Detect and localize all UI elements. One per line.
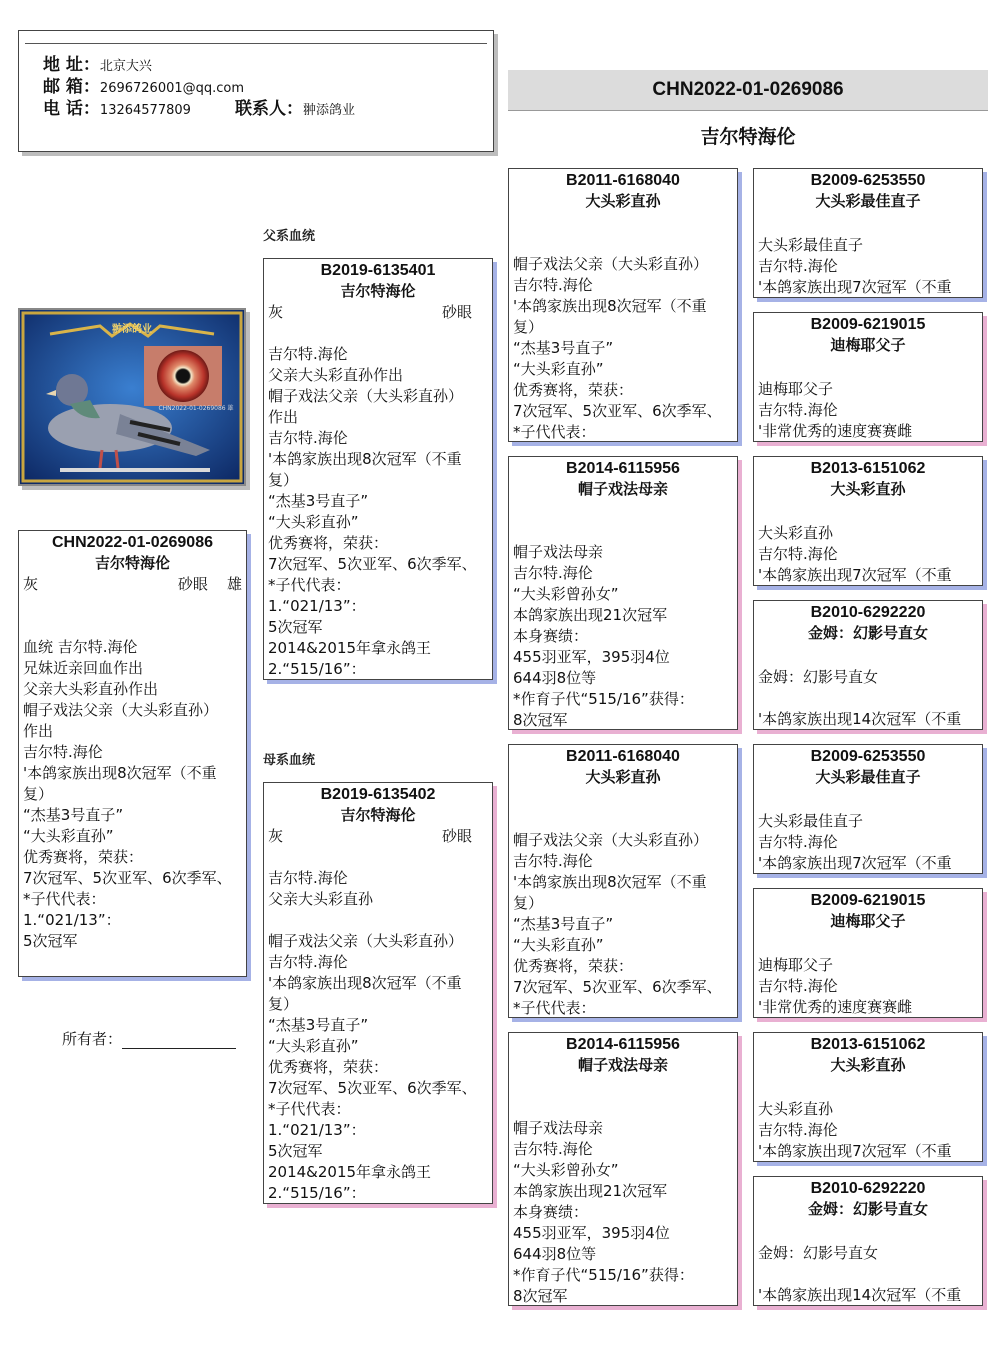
note-line: 帽子戏法母亲: [513, 543, 604, 561]
subject-eye: 砂眼: [177, 575, 208, 593]
note-line: '本鸽家族出现7次冠军（不重: [758, 278, 952, 296]
note-line: 大头彩直孙: [758, 524, 834, 542]
note-line: 吉尔特.海伦: [758, 977, 838, 995]
note-line: “大头彩直孙”: [513, 360, 604, 378]
note-line: 父亲大头彩直孙: [268, 890, 374, 908]
great-grandparent-ring: B2009-6219015: [810, 316, 926, 333]
note-line: 本身赛绩：: [513, 1203, 589, 1221]
note-line: 1.“021/13”：: [23, 911, 121, 929]
note-line: 金姆：幻影号直女: [758, 1244, 879, 1262]
note-line: 优秀赛将，荣获：: [268, 1058, 389, 1076]
sire-name: 吉尔特海伦: [340, 282, 416, 300]
contact-box: [18, 30, 494, 152]
note-line: *子代代表：: [513, 999, 596, 1017]
great-grandparent-card[interactable]: [753, 744, 983, 874]
note-line: 2.“515/16”：: [268, 1184, 366, 1202]
grandparent-name: 大头彩直孙: [585, 192, 661, 210]
dam-card[interactable]: [263, 782, 493, 1204]
note-line: 大头彩最佳直子: [758, 236, 864, 254]
note-line: “大头彩曾孙女”: [513, 585, 619, 603]
grandparent-notes: [509, 1118, 737, 1306]
great-grandparent-ring: B2013-6151062: [810, 460, 926, 477]
grandparent-card[interactable]: [508, 744, 738, 1018]
note-line: “杰基3号直子”: [513, 339, 614, 357]
dam-name: 吉尔特海伦: [340, 806, 416, 824]
note-line: [268, 910, 488, 931]
grandparent-card[interactable]: [508, 168, 738, 442]
grandparent-ring: B2014-6115956: [566, 1036, 680, 1053]
note-line: 复）: [268, 995, 299, 1013]
address-label: 地 址：: [43, 55, 100, 75]
note-line: 644羽8位等: [513, 669, 597, 687]
great-grandparent-name: 金姆：幻影号直女: [807, 624, 928, 642]
grandparent-ring: B2011-6168040: [566, 172, 680, 189]
note-line: 父亲大头彩直孙作出: [23, 680, 159, 698]
pigeon-photo-image: [20, 310, 244, 484]
grandparent-name: 大头彩直孙: [585, 768, 661, 786]
photo-banner: 翀添鸽业: [112, 324, 152, 335]
note-line: 帽子戏法父亲（大头彩直孙）: [513, 831, 709, 849]
contact-value: 翀添鸽业: [303, 103, 356, 118]
subject-color: 灰: [23, 575, 39, 593]
note-line: 帽子戏法父亲（大头彩直孙）: [268, 932, 464, 950]
note-line: *作育子代“515/16”获得：: [513, 690, 694, 708]
pigeon-photo: [18, 308, 246, 486]
subject-notes: [19, 637, 246, 952]
note-line: '本鸽家族出现8次冠军（不重: [513, 297, 707, 315]
dam-traits: [264, 826, 492, 847]
note-line: 优秀赛将，荣获：: [23, 848, 144, 866]
note-line: 优秀赛将，荣获：: [513, 381, 634, 399]
note-line: “大头彩直孙”: [268, 513, 359, 531]
grandparent-name: 帽子戏法母亲: [577, 480, 668, 498]
note-line: 2.“515/16”：: [268, 660, 366, 678]
great-grandparent-name: 金姆：幻影号直女: [807, 1200, 928, 1218]
note-line: “杰基3号直子”: [23, 806, 124, 824]
note-line: “大头彩直孙”: [23, 827, 114, 845]
grandparent-ring: B2011-6168040: [566, 748, 680, 765]
note-line: 7次冠军、5次亚军、6次季军、: [513, 978, 722, 996]
dam-section-label: 母系血统: [263, 753, 316, 768]
note-line: 7次冠军、5次亚军、6次季军、: [513, 402, 722, 420]
note-line: 金姆：幻影号直女: [758, 668, 879, 686]
note-line: [758, 688, 978, 709]
note-line: 2014&2015年拿永鸽王: [268, 1163, 432, 1181]
note-line: '非常优秀的速度赛赛雌: [758, 998, 913, 1016]
sire-card[interactable]: [263, 258, 493, 680]
great-grandparent-card[interactable]: [753, 600, 983, 730]
note-line: '本鸽家族出现8次冠军（不重: [268, 974, 462, 992]
note-line: 8次冠军: [513, 1287, 568, 1305]
great-grandparent-card[interactable]: [753, 888, 983, 1018]
owner-label: 所有者：: [62, 1030, 123, 1048]
note-line: 复）: [513, 318, 544, 336]
great-grandparent-card[interactable]: [753, 312, 983, 442]
sire-section-label: 父系血统: [263, 229, 316, 244]
great-grandparent-notes: [754, 235, 982, 298]
note-line: 作出: [23, 722, 54, 740]
grandparent-name: 帽子戏法母亲: [577, 1056, 668, 1074]
great-grandparent-card[interactable]: [753, 456, 983, 586]
note-line: “杰基3号直子”: [268, 1016, 369, 1034]
great-grandparent-ring: B2009-6253550: [810, 172, 926, 189]
note-line: 7次冠军、5次亚军、6次季军、: [268, 555, 477, 573]
note-line: 迪梅耶父子: [758, 380, 834, 398]
phone-label: 电 话：: [43, 99, 100, 119]
note-line: 吉尔特.海伦: [758, 401, 838, 419]
note-line: “杰基3号直子”: [268, 492, 369, 510]
note-line: *作育子代“515/16”获得：: [513, 1266, 694, 1284]
email-value[interactable]: 2696726001@qq.com: [99, 81, 245, 96]
subject-sex: 雄: [226, 575, 242, 593]
note-line: 1.“021/13”：: [268, 1121, 366, 1139]
note-line: 迪梅耶父子: [758, 956, 834, 974]
note-line: 455羽亚军，395羽4位: [513, 1224, 670, 1242]
note-line: 优秀赛将，荣获：: [513, 957, 634, 975]
note-line: “杰基3号直子”: [513, 915, 614, 933]
note-line: 帽子戏法母亲: [513, 1119, 604, 1137]
great-grandparent-notes: [754, 667, 982, 730]
great-grandparent-name: 大头彩直孙: [830, 480, 906, 498]
note-line: 7次冠军、5次亚军、6次季军、: [23, 869, 232, 887]
note-line: 吉尔特.海伦: [23, 743, 103, 761]
note-line: '本鸽家族出现8次冠军（不重: [513, 873, 707, 891]
subject-name: 吉尔特海伦: [94, 554, 170, 572]
note-line: '本鸽家族出现14次冠军（不重: [758, 710, 962, 728]
note-line: 455羽亚军，395羽4位: [513, 648, 670, 666]
note-line: 吉尔特.海伦: [268, 429, 348, 447]
phone-value[interactable]: 13264577809: [99, 103, 191, 118]
grandparent-notes: [509, 254, 737, 442]
dam-eye: 砂眼: [441, 827, 472, 845]
great-grandparent-card[interactable]: [753, 1032, 983, 1162]
contact-label: 联系人：: [235, 99, 304, 119]
great-grandparent-ring: B2009-6219015: [810, 892, 926, 909]
great-grandparent-ring: B2010-6292220: [810, 1180, 926, 1197]
note-line: *子代代表：: [268, 576, 351, 594]
note-line: 父亲大头彩直孙作出: [268, 366, 404, 384]
great-grandparent-name: 迪梅耶父子: [830, 336, 906, 354]
note-line: 8次冠军: [513, 711, 568, 729]
note-line: 复）: [23, 785, 54, 803]
great-grandparent-name: 大头彩最佳直子: [815, 192, 921, 210]
note-line: 吉尔特.海伦: [268, 869, 348, 887]
great-grandparent-ring: B2010-6292220: [810, 604, 926, 621]
note-line: 兄妹近亲回血作出: [23, 659, 144, 677]
note-line: 复）: [268, 471, 299, 489]
note-line: “大头彩直孙”: [513, 936, 604, 954]
sire-ring: B2019-6135401: [320, 262, 436, 279]
note-line: 吉尔特.海伦: [758, 545, 838, 563]
note-line: 优秀赛将，荣获：: [268, 534, 389, 552]
great-grandparent-notes: [754, 523, 982, 586]
note-line: 5次冠军: [268, 618, 323, 636]
header-ring: CHN2022-01-0269086: [652, 79, 844, 100]
note-line: 本身赛绩：: [513, 627, 589, 645]
note-line: 吉尔特.海伦: [513, 276, 593, 294]
note-line: 帽子戏法父亲（大头彩直孙）: [23, 701, 219, 719]
note-line: 大头彩最佳直子: [758, 812, 864, 830]
note-line: 吉尔特.海伦: [513, 564, 593, 582]
great-grandparent-ring: B2013-6151062: [810, 1036, 926, 1053]
great-grandparent-name: 大头彩直孙: [830, 1056, 906, 1074]
grandparent-ring: B2014-6115956: [566, 460, 680, 477]
note-line: '本鸽家族出现7次冠军（不重: [758, 854, 952, 872]
note-line: '本鸽家族出现14次冠军（不重: [758, 1286, 962, 1304]
note-line: 血统 吉尔特.海伦: [23, 638, 138, 656]
great-grandparent-name: 大头彩最佳直子: [815, 768, 921, 786]
owner-line: [122, 1032, 236, 1049]
note-line: 吉尔特.海伦: [268, 345, 348, 363]
note-line: “大头彩直孙”: [268, 1037, 359, 1055]
note-line: '本鸽家族出现7次冠军（不重: [758, 566, 952, 584]
note-line: 644羽8位等: [513, 1245, 597, 1263]
note-line: *子代代表：: [23, 890, 106, 908]
note-line: 吉尔特.海伦: [513, 852, 593, 870]
sire-notes: [264, 344, 492, 680]
header-name: 吉尔特海伦: [700, 126, 796, 148]
sire-traits: [264, 302, 492, 323]
sire-eye: 砂眼: [441, 303, 472, 321]
note-line: 本鸽家族出现21次冠军: [513, 1182, 668, 1200]
owner-field: [62, 1028, 236, 1049]
dam-ring: B2019-6135402: [320, 786, 436, 803]
note-line: 7次冠军、5次亚军、6次季军、: [268, 1079, 477, 1097]
note-line: 2014&2015年拿永鸽王: [268, 639, 432, 657]
note-line: '非常优秀的速度赛赛雌: [758, 422, 913, 440]
dam-color: 灰: [268, 827, 284, 845]
note-line: '本鸽家族出现8次冠军（不重: [268, 450, 462, 468]
grandparent-notes: [509, 542, 737, 730]
grandparent-card[interactable]: [508, 456, 738, 730]
note-line: 本鸽家族出现21次冠军: [513, 606, 668, 624]
note-line: 帽子戏法父亲（大头彩直孙）: [513, 255, 709, 273]
great-grandparent-notes: [754, 1243, 982, 1306]
note-line: '本鸽家族出现8次冠军（不重: [23, 764, 217, 782]
great-grandparent-ring: B2009-6253550: [810, 748, 926, 765]
note-line: 复）: [513, 894, 544, 912]
grandparent-card[interactable]: [508, 1032, 738, 1306]
note-line: 5次冠军: [268, 1142, 323, 1160]
note-line: *子代代表：: [513, 423, 596, 441]
great-grandparent-name: 迪梅耶父子: [830, 912, 906, 930]
great-grandparent-notes: [754, 811, 982, 874]
header-ring-bar: [508, 70, 988, 111]
note-line: '本鸽家族出现7次冠军（不重: [758, 1142, 952, 1160]
note-line: 吉尔特.海伦: [513, 1140, 593, 1158]
note-line: 1.“021/13”：: [268, 597, 366, 615]
subject-ring: CHN2022-01-0269086: [52, 534, 213, 551]
dam-notes: [264, 868, 492, 1204]
photo-caption: CHN2022-01-0269086 雄: [158, 405, 234, 412]
great-grandparent-notes: [754, 1099, 982, 1162]
note-line: 吉尔特.海伦: [758, 257, 838, 275]
note-line: 作出: [268, 408, 299, 426]
great-grandparent-card[interactable]: [753, 1176, 983, 1306]
note-line: *子代代表：: [268, 1100, 351, 1118]
note-line: 吉尔特.海伦: [758, 833, 838, 851]
note-line: 5次冠军: [23, 932, 78, 950]
sire-color: 灰: [268, 303, 284, 321]
great-grandparent-notes: [754, 955, 982, 1018]
note-line: 大头彩直孙: [758, 1100, 834, 1118]
note-line: “大头彩曾孙女”: [513, 1161, 619, 1179]
address-value: 北京大兴: [99, 59, 152, 74]
note-line: 帽子戏法父亲（大头彩直孙）: [268, 387, 464, 405]
note-line: 吉尔特.海伦: [758, 1121, 838, 1139]
email-label: 邮 箱：: [43, 77, 100, 97]
subject-traits: [19, 574, 246, 595]
great-grandparent-card[interactable]: [753, 168, 983, 298]
great-grandparent-notes: [754, 379, 982, 442]
subject-card[interactable]: [18, 530, 247, 977]
note-line: 吉尔特.海伦: [268, 953, 348, 971]
contact-divider: [25, 43, 487, 44]
grandparent-notes: [509, 830, 737, 1018]
note-line: [758, 1264, 978, 1285]
